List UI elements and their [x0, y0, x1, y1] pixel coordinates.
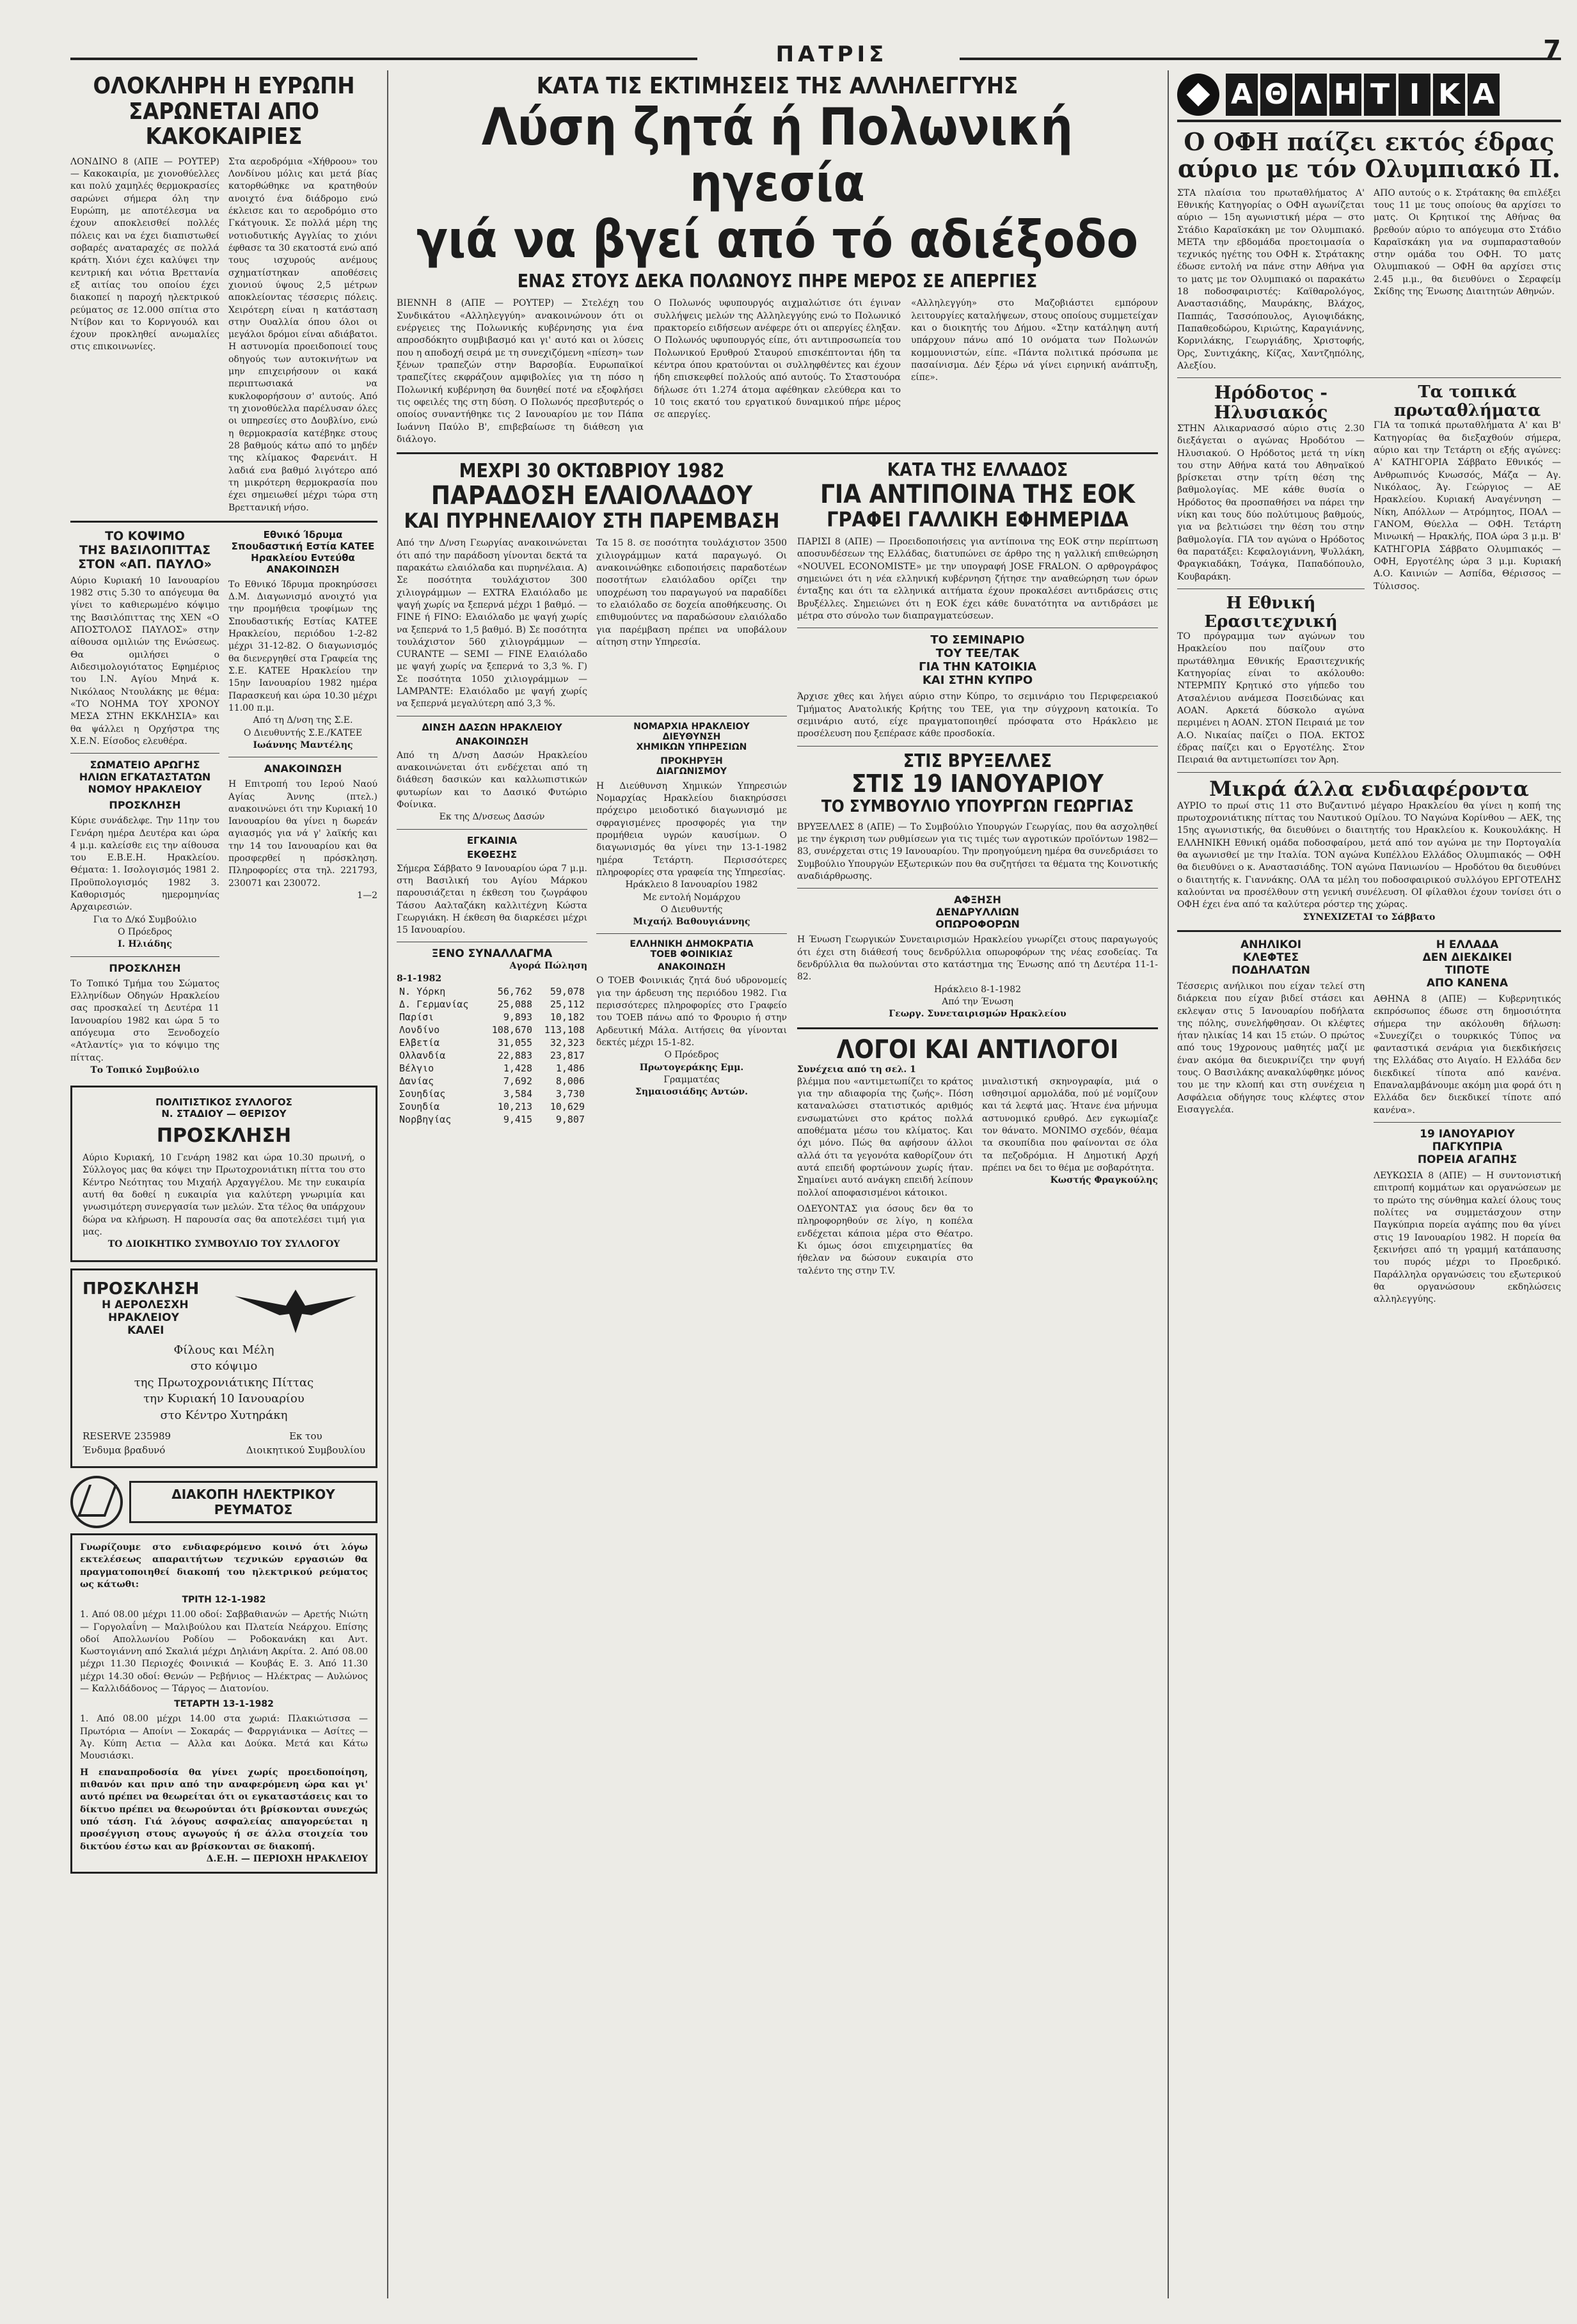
ethniko-notice [228, 529, 377, 752]
warning-text: Η επαναπροδοσία θα γίνει χωρίς προειδοποίηση, πιθανόν και πριν από την αναφερόμενη ώρα και γι' αυτό πρέπει να θεωρείται ότι οι εγκαταστάσεις και το δίκτυο πρέπει να θεωρούνται ότι βρίσκονται συνεχώς υπό τάση. Γιά λόγους ασφαλείας απαγορεύεται η προσέγγιση στους αγωγούς ή σε άλλα στοιχεία του δικτύου έστω και αν βρίσκονται σε διακοπή. [80, 1767, 368, 1852]
center-column [397, 74, 1158, 2298]
rate-cell: 113,108 [544, 1024, 585, 1036]
chimiko-notice [596, 722, 787, 929]
column-rule [1168, 70, 1169, 2298]
article-headline: Ηρόδοτος - Ηλυσιακός [1214, 382, 1328, 423]
rate-cell: 22,883 [497, 1050, 532, 1062]
section-title: ΑΝΗΛΙΚΟΙ [1240, 938, 1302, 951]
rate-cell: 1,486 [555, 1063, 585, 1075]
signature: Ηράκλειο 8 Ιανουαρίου 1982 [625, 880, 758, 890]
article-text: «Αλληλεγγύη» στο Μαζοβιάστει εμπόρουν λειτουργίες καταλήψεων, στους οποίους συμμετείχαν και ο διοικητής του Δήμου. «Στην κατάληψη αυτή υπάρχουν πάνω από 10 ονόματα των Πολωνών κομμουνιστών, είπε. «Πάντα πολιτικά πρόσωπα με πασαίνισμα. Δέν ξέρω νά γίνει ειρηνική ανάπτυξη, είπε». [911, 298, 1158, 383]
table-row [397, 1049, 587, 1062]
section-title: ΑΦΞΗΣΗ [954, 894, 1001, 906]
section-title: ΠΟΡΕΙΑ ΑΓΑΠΗΣ [1417, 1153, 1518, 1166]
dasi-notice [397, 722, 587, 824]
article-headline: γιά να βγεί από τό αδιέξοδο [416, 209, 1139, 269]
continuation-note: ΣΥΝΕΧΙΖΕΤΑΙ το Σάββατο [1303, 912, 1436, 922]
article-text: ΒΙΕΝΝΗ 8 (ΑΠΕ — ΡΟΥΤΕΡ) — Στελέχη του Συνδικάτου «Αλληλεγγύη» ανακοινώνουν ότι οι ενέργειες της Πολωνικής κυβέρνησης για ένα απροσδόκητο συμβιβασμό και γι' αυτό και οι λύσεις που η αποδοχή σειρά με τη συνεχιζόμενη «πίεση» των ξένων τραπεζών στην Βαρσοβία. Ευρωπαϊκοί τραπεζίτες εκφράζουν αμφιβολίες για τη πόσο η Πολωνική κυβέρνηση θα δυνηθεί ποτέ να εξοφλήσει τις οφειλές της στη δύση. Ο Πολωνός πρεσβυτερός ο οποίος συναντήθηκε τις 2 Ιανουαρίου με τον Πάπα Ιωάννη Παύλο Β', επιβεβαίωσε τη διάθεση για διάλογο. [397, 298, 644, 445]
article-text: 1. Από 08.00 μέχρι 14.00 στα χωριά: Πλακιώτισσα — Πρωτόρια — Αποίνι — Σοκαράς — Φαρργιάνικα — Ασίτες — Άγ. Κύπη Αετια — Αλλα και Δούκα. Μετά και Κάτω Μουσιάσκι. [80, 1714, 368, 1762]
currency-cell: Δ. Γερμανίας [399, 999, 469, 1011]
sports-label-letter: Θ [1260, 74, 1292, 116]
signature: Για το Δ/κό Συμβούλιο [93, 914, 197, 925]
section-title: ΠΡΟΣΚΛΗΣΗ [156, 1125, 292, 1148]
section-title: ΠΡΟΣΚΛΗΣΗ [83, 1279, 200, 1299]
section-title: ΝΟΜΑΡΧΙΑ ΗΡΑΚΛΕΙΟΥ [633, 721, 750, 732]
rate-cell: 8,006 [555, 1075, 585, 1087]
article-text: ΑΥΡΙΟ το πρωί στις 11 στο Βυζαντινό μέγαρο Ηρακλείου θα γίνει η κοπή της πρωτοχρονιάτικης πίττας του Ναυτικού Ομίλου. ΤΟ Ναγώνα Κορίνθου — ΑΕΚ, της 15ης αγωνιστικής, θα διευθύνει ο διαιτητής του Ηρακλείου κ. Κουκουλάκης. Η ΕΛΛΗΝΙΚΗ Εθνική ομάδα ποδοσφαίρου, μετά από τον αγώνα με την Πορτογαλία θα αγωνισθεί με την Ιταλία. ΤΟΝ αγώνα Κυπέλλου Ελλάδος Ολυμπιακός — ΟΦΗ θα διευθύνει ο κ. Αναστασιάδης. ΤΟΝ αγώνα Πανιωνίου — Ηροδότου θα διευθύνει ο διαιτητής κ. Γιαννάκης. ΟΛΑ τα μέλη του ποδοσφαιρικού συλλόγου ΕΡΓΟΤΕΛΗΣ καλούνται να προσέλθουν στη γενική συνέλευση. ΟΙ φίλαθλοι έχουν τονίσει ότι ο ΟΦΗ έχει ένα από τα καλύτερα ρόστερ της χώρας. [1177, 800, 1561, 910]
rate-cell: 9,807 [555, 1114, 585, 1126]
page-number: 7 [1543, 35, 1561, 65]
klaftes-article [1177, 938, 1365, 1116]
section-title: ΕΓΚΑΙΝΙΑ [466, 834, 518, 846]
dei-logo-icon [70, 1476, 123, 1528]
section-title: ΚΑΙ ΣΤΗΝ ΚΥΠΡΟ [922, 674, 1033, 688]
signature: Εκ της Δ/νσεως Δασών [439, 812, 545, 823]
table-row [397, 1075, 587, 1087]
table-row [397, 1087, 587, 1100]
article-text: Ο ΤΟΕΒ Φοινικιάς ζητά δυό υδρονομείς για την άρδευση της περιόδου 1982. Για περισσότερες πληροφορίες στο Γραφείο του ΤΟΕΒ πάνω από το Φρουριο ή στην Αρδευτική Μάλα. Αιτήσεις θα γίνονται δεκτές μέχρι 15-1-82. [596, 976, 787, 1048]
article-headline: Μικρά άλλα ενδιαφέροντα [1209, 776, 1529, 801]
article-headline: Τα τοπικά πρωταθλήματα [1393, 383, 1541, 420]
article-text: ΑΘΗΝΑ 8 (ΑΠΕ) — Κυβερνητικός εκπρόσωπος έδωσε στη δημοσιότητα σήμερα την ακόλουθη δήλωση: «Συνεχίζει ο τουρκικός Τύπος να φανταστικά σενάρια για διεκδικήσεις της Ελλάδας στο Αιγαίο. Η Ελλάδα δεν διεκδικεί τίποτα από κανένα. Επαναλαμβάνουμε ακόμη μια φορά ότι η Ελλάδα δεν διεκδικεί τίποτε από κανένα». [1374, 993, 1561, 1116]
article-text: Από την Δ/νση Γεωργίας ανακοινώνεται ότι από την παράδοση γίνονται δεκτά τα παρακάτω ελαιόλαδα και πυρηνέλαια. Α) Σε ποσότητα τουλάχιστον 300 χιλιογράμμων — EXTRA Ελαιόλαδο με ψαγή χωρίς να ξεπερνά μέχρι 1 βαθμό. — FINE ή FINO: Ελαιόλαδο με ψαγή χωρίς να ξεπερνά το 1,5 βαθμό. Β) Σε ποσότητα τουλάχιστον 560 χιλιογράμμων — CURANTE — SEMI — FINE Ελαιόλαδο με ψαγή χωρίς να ξεπερνά το 3,3 %. Γ) Σε ποσότητα 1050 χιλιογράμμων — LAMPANTE: Ελαιόλαδο με ψαγή χωρίς να ξεπερνά μεγαλύτερη από 3,3 %. [397, 538, 587, 709]
dei-notice [70, 1476, 377, 1874]
afxi-notice [797, 894, 1158, 1020]
section-title: Η ΑΕΡΟΛΕΣΧΗ [102, 1298, 189, 1311]
signature: Ο Πρόεδρος [664, 1050, 719, 1061]
signature: Σημαιοσιάδης Αντών. [635, 1087, 748, 1098]
article-text: Κύριε συνάδελφε. Την 11ην του Γενάρη ημέρα Δευτέρα και ώρα 4 μ.μ. καλείσθε εις την αίθουσα του Ε.Β.Ε.Η. Ηρακλείου. Θέματα: 1. Ισολογισμός 1981 2. Προϋπολογισμός 1982 3. Καθορισμός ημερομηνίας Αρχαιρεσιών. [70, 816, 219, 913]
masthead [70, 35, 1561, 67]
erasitexniki-article [1177, 594, 1365, 767]
rate-cell: 7,692 [503, 1075, 532, 1087]
signature: Γραμματέας [663, 1074, 720, 1085]
fx-table [397, 947, 587, 1126]
brussels-article [797, 752, 1158, 883]
signature: Πρωτογεράκης Εμμ. [639, 1062, 744, 1073]
section-title: ΤΗΣ ΒΑΣΙΛΟΠΙΤΤΑΣ [79, 542, 211, 557]
article-headline: ΚΑΙ ΠΥΡΗΝΕΛΑΙΟΥ ΣΤΗ ΠΑΡΕΜΒΑΣΗ [404, 509, 780, 534]
sports-label-letter: Τ [1364, 74, 1396, 116]
sports-header [1177, 74, 1561, 122]
section-title: ΕΛΛΗΝΙΚΗ ΔΗΜΟΚΡΑΤΙΑ [630, 939, 754, 950]
section-title: ΤΙΠΟΤΕ [1445, 963, 1490, 977]
section-title: ΔΙΑΚΟΠΗ ΗΛΕΚΤΡΙΚΟΥ ΡΕΥΜΑΤΟΣ [171, 1486, 335, 1517]
invitation-line: στο κόψιμο [190, 1359, 258, 1373]
signature: Γεωργ. Συνεταιρισμών Ηρακλείου [889, 1009, 1066, 1020]
article-kicker: ΚΑΤΑ ΤΗΣ ΕΛΛΑΔΟΣ [887, 459, 1068, 481]
signature: Μιχαήλ Βαθουγιάννης [633, 917, 750, 928]
rate-cell: 32,323 [550, 1037, 585, 1049]
somateio-notice [70, 759, 219, 951]
article-text: ΣΤΗΝ Αλικαρνασσό αύριο στις 2.30 διεξάγεται ο αγώνας Ηροδότου — Ηλυσιακού. Ο Ηρόδοτος μετά τη νίκη του στην Αθήνα κατά του Αθηναϊκού βρίσκεται στην τρίτη θέση της βαθμολογίας. ΜΕ κάθε θυσία ο Ηρόδοτος θα προσπαθήσει να πάρει την νίκη και τους δύο πολύτιμους βαθμούς, για να βελτιώσει την θέση του στην βαθμολογία. ΓΙΑ τον αγώνα ο Ηρόδοτος θα παρατάξει: Κεφαλογιάννη, Ψυλλάκη, Φραγκιαδάκη, Τσάγκα, Παπαδόπουλο, Κουβαράκη. [1177, 423, 1365, 582]
article-text: βλέμμα που «αντιμετωπίζει το κράτος για την αδιαφορία της ζωής». Πόση καταναλώσει στατιστικός αριθμός ενσωματώνει στο κράτος πολλά αποθέματα μέσω του κλίματος. Και όχι μόνο. Πώς θα αφήσουν άλλοι αλλά ότι τα γεγονότα καθορίζουν ότι αυτά επειδή φορτώνουν χωρίς ήταν. Σημαίνει αυτό ανάγκη επειδή λείπουν πολλοί αποφασισμένοι κάτοικοι. [797, 1076, 973, 1198]
article-text: ΛΕΥΚΩΣΙΑ 8 (ΑΠΕ) — Η συντονιστική επιτροπή κομμάτων και οργανώσεων με το πρώτο της σύνθημα καλεί όλους τους πολίτες να συμμετάσχουν στην Παγκύπρια πορεία αγάπης που θα γίνει στις 19 Ιανουαρίου 1982. Η πορεία θα ξεκινήσει από τη γραμμή κατάπαυσης του πυρός μέχρι το Προεδρικό. Παράλληλα οργανώσεις του εξωτερικού θα οργανώσουν εκδηλώσεις αλληλεγγύης. [1374, 1171, 1561, 1305]
section-title: Ηρακλείου Εντεύθα [251, 551, 355, 564]
currency-cell: Βέλγιο [399, 1063, 434, 1075]
newspaper-name: ΠΑΤΡΙΣ [775, 42, 888, 67]
article-headline: Η Εθνική Ερασιτεχνική [1204, 593, 1338, 631]
section-title: ΑΝΑΚΟΙΝΩΣΗ [456, 735, 528, 747]
signature: Κωστής Φραγκούλης [1050, 1175, 1158, 1186]
rate-cell: 3,584 [503, 1088, 532, 1100]
phoenix-notice [596, 939, 787, 1098]
rate-cell: 59,078 [550, 986, 585, 998]
column-rule [387, 70, 388, 2298]
signature: Με εντολή Νομάρχου [642, 892, 741, 903]
section-title: ΤΟ ΣΕΜΙΝΑΡΙΟ [930, 633, 1025, 647]
signature: Διοικητικού Συμβουλίου [246, 1444, 365, 1456]
currency-cell: Σουηδίας [399, 1088, 446, 1100]
section-title: Ν. ΣΤΑΔΙΟΥ — ΘΕΡΙΣΟΥ [161, 1108, 287, 1120]
article-text: ΒΡΥΞΕΛΛΕΣ 8 (ΑΠΕ) — Το Συμβούλιο Υπουργών Γεωργίας, που θα ασχοληθεί με την έγκριση των ρυθμίσεων για τις τιμές των αγροτικών προϊόντων 1982—83, συνέρχεται στις 19 Ιανουαρίου. Την προηγούμενη ημέρα θα συνεδριάσει το Συμβούλιο Υπουργών Εξωτερικών που θα συζητήσει τα θέματα της Κοινοτικής αναδιάρθρωσης. [797, 821, 1158, 881]
section-title: ΑΠΟ ΚΑΝΕΝΑ [1426, 976, 1509, 990]
section-title: Εθνικό Ίδρυμα [263, 528, 343, 541]
article-title: ΟΛΟΚΛΗΡΗ Η ΕΥΡΩΠΗ [93, 73, 355, 99]
currency-cell: Σουηδία [399, 1101, 440, 1113]
sports-label-letter: Α [1226, 74, 1258, 116]
currency-cell: Ν. Υόρκη [399, 986, 446, 998]
table-row [397, 998, 587, 1011]
article-text: ΤΟ πρόγραμμα των αγώνων του Ηρακλείου που παίζουν στο πρωτάθλημα Εθνικής Ερασιτεχνικής Κατηγορίας είναι το ακόλουθο: ΝΤΕΡΜΠΥ Κρητικό στο γήπεδο του Ατσαλένιου ανάμεσα Ποσειδώνας και ΑΟΑΝ. Αρκετά δύσκολο αγώνα περιμένει η ΑΟΑΝ. ΣΤΟΝ Πειραιά με τον Α.Ο. Νικαίας παίζει ο ΠΟΑ. ΕΚΤΟΣ έδρας παίζει και ο Εργοτέλης. Στον Πειραιά θα αντιμετωπίσει τον Άρη. [1177, 631, 1365, 766]
rate-cell: 31,055 [497, 1037, 532, 1049]
seminar-article [797, 633, 1158, 740]
section-title: ΝΟΜΟΥ ΗΡΑΚΛΕΙΟΥ [88, 783, 202, 796]
section-title: ΤΟ ΚΟΨΙΜΟ [105, 528, 185, 543]
article-text: ΓΙΑ τα τοπικά πρωταθλήματα Α' και Β' Κατηγορίας θα διεξαχθούν σήμερα, αύριο και την Τετάρτη οι εξής αγώνες: Α' ΚΑΤΗΓΟΡΙΑ Σάββατο Εθνικός — Ανθρωπινός Κνωσσός, Μάζα — Αγ. Νικόλαος, Άγ. Γεώργιος — ΑΕ Ηρακλείου. Κυριακή Αναγέννηση — Νίκη, Απόλλων — Ατρόμητος, ΠΟΑΛ — ΓΑΝΟΜ, Θύελλα — ΟΦΗ. Τετάρτη Μινωική — Ηρακλής, ΠΟΑ ώρα 3 μ.μ. Β' ΚΑΤΗΓΟΡΙΑ Σάββατο Ολυμπιακός — ΟΦΗ, Εργοτέλης ώρα 3 μ.μ. Κυριακή Α.Ο. Καινιών — Ασπίδα, Θέρισσος — Τύλισσος. [1374, 420, 1561, 592]
section-title: ΣΩΜΑΤΕΙΟ ΑΡΩΓΗΣ [90, 759, 200, 771]
article-kicker: ΜΕΧΡΙ 30 ΟΚΤΩΒΡΙΟΥ 1982 [459, 460, 725, 483]
left-column [70, 74, 377, 2298]
egkainia-notice [397, 835, 587, 937]
article-kicker: ΣΤΙΣ ΒΡΥΞΕΛΛΕΣ [903, 750, 1052, 771]
masthead-rule-right [960, 58, 1561, 60]
section-title: ΠΡΟΣΚΛΗΣΗ [109, 799, 181, 812]
signature: Ηράκλειο 8-1-1982 [933, 984, 1022, 995]
section-title: ΤΕΤΑΡΤΗ 13-1-1982 [174, 1699, 274, 1710]
section-title: ΗΡΑΚΛΕΙΟΥ [108, 1311, 179, 1324]
section-title: ΠΡΟΚΗΡΥΞΗ [660, 755, 723, 766]
section-title: ΔΙΕΥΘΥΝΣΗ [662, 731, 721, 742]
section-title: ΠΡΟΣΚΛΗΣΗ [109, 961, 181, 974]
article-text: Σήμερα Σάββατο 9 Ιανουαρίου ώρα 7 μ.μ. στη Βασιλική του Αγίου Μάρκου παρουσιάζεται η έκθεση του ζωγράφου Τάσου Ααλταζάκη καλλιτέχνη Κώστα Γεωργιάκη. Η έκθεση θα διαρκέσει μέχρι 15 Ιανουαρίου. [397, 863, 587, 936]
section-title: ΓΙΑ ΤΗΝ ΚΑΤΟΙΚΙΑ [919, 660, 1036, 674]
article-text: ΟΔΕΥΟΝΤΑΣ για όσους δεν θα το πληροφορηθούν σε λίγο, η κοπέλα ενδέχεται κάποια μέρα στο Θέατρο. Κι όμως όσοι επιχειρηματίες θα ήθελαν να δώσουν ευκαιρία στο ταλέντο της στην T.V. [797, 1203, 973, 1276]
cyprus-article [1374, 1128, 1561, 1306]
article-text: 1. Από 08.00 μέχρι 11.00 οδοί: Σαββαθιανών — Αρετής Νιώτη — Γοργολαΐνη — Μαλιβούλου και Πλατεία Νεάρχου. Επίσης οδοί Απολλωνίου Ροδίου — Ροδοκανάκη και Αντ. Κωστογιάννη από Σκαλιά μέχρι Δηλιάνη Ακρίτα. 2. Από 08.00 μέχρι 11.30 Περιοχές Φοινικιά — Κουβάς Ε. 3. Από 11.30 μέχρι 14.30 οδοί: Θενών — Ρεβήνιος — Ηλέκτρας — Αυλώνος — Καλλιδάδονος — Τάργος — Διατονίου. [80, 1609, 368, 1695]
section-title: ΠΑΓΚΥΠΡΙΑ [1432, 1141, 1503, 1153]
currency-cell: Ελβετία [399, 1037, 440, 1049]
continuation-note: Συνέχεια από τη σελ. 1 [797, 1064, 916, 1075]
table-row [397, 985, 587, 998]
currency-cell: Νορβηγίας [399, 1114, 452, 1126]
logoi-article [797, 1036, 1158, 1277]
signature: Το Τοπικό Συμβούλιο [90, 1064, 200, 1075]
section-title: ΚΛΕΦΤΕΣ [1242, 951, 1299, 964]
currency-cell: Λονδίνο [399, 1024, 440, 1036]
sports-label-letter: Ι [1399, 74, 1430, 116]
section-title: ΕΚΘΕΣΗΣ [467, 848, 517, 860]
mikra-article [1177, 778, 1561, 924]
topika-article [1374, 383, 1561, 593]
sports-label-letter: Κ [1433, 74, 1465, 116]
reference-code: 1—2 [357, 890, 377, 901]
eagle-icon [235, 1283, 356, 1334]
article-text: μιναλιστική σκηνογραφία, μιά ο ισθησιμοί αρμολάδα, πού μέ νομίζουν και τά λεφτά μας. Ήτανε ένα μήνυμα αστυνομικό ερυθρό. Δεν εγκωμίαζε τον θάνατο. ΜΟΝΙΜΟ σχεδόν, θέαμα τα σκουπίδια που φαίνονται σε όλα τα πεζοδρόμια. Η Δημοτική Αρχή πρέπει να δει το θέμα με σοβαρότητα. [982, 1076, 1158, 1173]
article-headline: ΛΟΓΟΙ ΚΑΙ ΑΝΤΙΛΟΓΟΙ [836, 1034, 1119, 1064]
table-date: 8-1-1982 [397, 973, 442, 984]
rate-cell: 10,213 [497, 1101, 532, 1113]
article-text: Το Τοπικό Τμήμα του Σώματος Ελληνίδων Οδηγών Ηρακλείου σας προσκαλεί τη Δευτέρα 11 Ιανουαρίου 1982 και ώρα 5 το απόγευμα στο Ξενοδοχείο «Ατλαντίς» για το κόψιμο της πίττας. [70, 978, 219, 1063]
aeroleschi-box [70, 1269, 377, 1468]
article-headline: ΤΟ ΣΥΜΒΟΥΛΙΟ ΥΠΟΥΡΓΩΝ ΓΕΩΡΓΙΑΣ [821, 797, 1134, 817]
section-title: ΔΙΑΓΩΝΙΣΜΟΥ [656, 766, 727, 777]
rate-cell: 10,629 [550, 1101, 585, 1113]
section-title: ΞΕΝΟ ΣΥΝΑΛΛΑΓΜΑ [431, 947, 553, 961]
currency-cell: Παρίσι [399, 1011, 434, 1024]
section-title: ΗΛΙΩΝ ΕΓΚΑΤΑΣΤΑΤΩΝ [79, 771, 211, 784]
prosklisi-notice [70, 962, 219, 1077]
invitation-line: στο Κέντρο Χυτηράκη [160, 1408, 288, 1422]
section-title: ΤΟΕΒ ΦΟΙΝΙΚΙΑΣ [650, 949, 733, 960]
sports-label-letter: Η [1329, 74, 1361, 116]
section-title: ΠΟΔΗΛΑΤΩΝ [1232, 963, 1310, 977]
article-headline: ΠΑΡΑΔΟΣΗ ΕΛΑΙΟΛΑΔΟΥ [431, 481, 753, 511]
article-text: Η Επιτροπή του Ιερού Ναού Αγίας Άννης (πτελ.) ανακοινώνει ότι την Κυριακή 10 Ιανουαρίου θα γίνει η δωρεάν αγιασμός για νά γ' λαϊκής και την 14 του Ιανουαρίου και θα προσφερθεί η πρόσκληση. Πληροφορίες στα τηλ. 221793, 230071 και 230072. [228, 779, 377, 889]
football-icon [1177, 74, 1219, 116]
invitation-line: την Κυριακή 10 Ιανουαρίου [143, 1392, 305, 1406]
signature: Ιωάννης Μαντέλης [253, 739, 353, 750]
currency-cell: Δανίας [399, 1075, 434, 1087]
sports-label [1226, 74, 1500, 116]
section-title: ΑΝΑΚΟΙΝΩΣΗ [264, 763, 342, 775]
article-text: Η Ένωση Γεωργικών Συνεταιρισμών Ηρακλείου γνωρίζει στους παραγωγούς ότι έχει στη διάθεσή τους δενδρύλλια οπωροφόρων της νέας εσοδείας. Τα δενδρύλλια θα πωλούνται στο κατάστημα της Ένωσης από τη Δευτέρα 11-1-82. [797, 935, 1158, 983]
rate-cell: 3,730 [555, 1088, 585, 1100]
table-row [397, 1062, 587, 1075]
table-row [397, 1011, 587, 1024]
signature: Εκ του [289, 1430, 322, 1443]
article-text: Γνωρίζουμε στο ενδιαφερόμενο κοινό ότι λόγω εκτελέσεως απαραιτήτων τεχνικών εργασιών θα πραγματοποιηθεί διακοπή του ηλεκτρικού ρεύματος ως κάτωθι: [80, 1542, 368, 1590]
section-title: ΔΕΝ ΔΙΕΚΔΙΚΕΙ [1422, 951, 1512, 964]
article-headline: ΓΡΑΦΕΙ ΓΑΛΛΙΚΗ ΕΦΗΜΕΡΙΔΑ [827, 507, 1129, 532]
article-text: ΛΟΝΔΙΝΟ 8 (ΑΠΕ — ΡΟΥΤΕΡ) — Κακοκαιρία, με χιονοθύελλες και πολύ χαμηλές θερμοκρασίες σαρώνει σήμερα όλη την Ευρώπη, με αποτέλεσμα να έχουν αποκλεισθεί πολλές πόλεις και να έχει διαπιστωθεί σοβαρές αναταραχές σε πολλά κράτη. Χιόνι έχει καλύψει την κεντρική και νότια Βρεττανία εξ αιτίας του οποίου έχει διακοπεί η παροχή ηλεκτρικού ρεύματος σε 12.000 σπίτια στο Ντίβον και το Κορνγουόλ και έχουν προκληθεί ανωμαλίες στις επικοινωνίες. [70, 156, 219, 352]
rate-cell: 108,670 [491, 1024, 532, 1036]
article-headline: Ο ΟΦΗ παίζει εκτός έδρας [1184, 127, 1555, 156]
dress-code: Ένδυμα βραδυνό [83, 1444, 166, 1456]
weather-article [70, 74, 377, 514]
masthead-rule-left [70, 58, 697, 60]
eok-article [797, 461, 1158, 622]
section-title: ΧΗΜΙΚΩΝ ΥΠΗΡΕΣΙΩΝ [636, 741, 747, 752]
article-text: Η Διεύθυνση Χημικών Υπηρεσιών Νομαρχίας Ηρακλείου διακηρύσσει πρόχειρο μειοδοτικό διαγωνισμό με σφραγισμένες προσφορές για την προμήθεια υγρών καυσίμων. Ο διαγωνισμός θα γίνει την 13-1-1982 ημέρα Τετάρτη. Περισσότερες πληροφορίες στα γραφεία της Υπηρεσίας. [596, 780, 787, 878]
article-text: Αύριο Κυριακή 10 Ιανουαρίου 1982 στις 5.30 το απόγευμα θα γίνει το καθιερωμένο κόψιμο της Βασιλόπιττας της ΧΕΝ «Ο ΑΠΟΣΤΟΛΟΣ ΠΑΥΛΟΣ» στην αίθουσα ομιλιών της Ενώσεως. Θα ομιλήσει ο Αιδεσιμολογιότατος Εφημέριος του Ι.Ν. Αγίου Μηνά κ. Νικόλαος Ντουλάκης με θέμα: «ΤΟ ΝΟΗΜΑ ΤΟΥ ΧΡΟΝΟΥ ΜΕΣΑ ΣΤΗΝ ΕΚΚΛΗΣΙΑ» και θα ψάλλει η Ορχήστρα της Χ.Ε.Ν. Είσοδος ελευθέρα. [70, 575, 219, 747]
rate-cell: 56,762 [497, 986, 532, 998]
section-title: ΑΝΑΚΟΙΝΩΣΗ [266, 563, 340, 575]
article-subhead: ΕΝΑΣ ΣΤΟΥΣ ΔΕΚΑ ΠΟΛΩΝΟΥΣ ΠΗΡΕ ΜΕΡΟΣ ΣΕ ΑΠΕΡΓΙΕΣ [517, 270, 1038, 292]
table-row [397, 1100, 587, 1113]
section-title: 19 ΙΑΝΟΥΑΡΙΟΥ [1420, 1128, 1515, 1141]
article-headline: αύριο με τόν Ολυμπιακό Π. [1177, 154, 1561, 183]
rate-cell: 9,415 [503, 1114, 532, 1126]
article-title: ΣΑΡΩΝΕΤΑΙ ΑΠΟ ΚΑΚΟΚΑΙΡΙΕΣ [129, 98, 319, 150]
sports-label-letter: Λ [1295, 74, 1327, 116]
rate-cell: 10,182 [550, 1011, 585, 1024]
section-title: ΔΕΝΔΡΥΛΛΙΩΝ [935, 906, 1020, 919]
sports-column [1177, 74, 1561, 2298]
section-title: ΑΝΑΚΟΙΝΩΣΗ [657, 962, 726, 973]
section-title: ΔΙΝΣΗ ΔΑΣΩΝ ΗΡΑΚΛΕΙΟΥ [422, 721, 562, 733]
table-row [397, 1036, 587, 1049]
rate-cell: 25,088 [497, 999, 532, 1011]
signature: Ο Διευθυντής Σ.Ε./ΚΑΤΕΕ [243, 727, 363, 738]
article-text: Από τη Δ/νση Δασών Ηρακλείου ανακοινώνεται ότι ενδέχεται από τη διάθεση δασικών και καλλωπιστικών φυτωρίων και το Δασικό Φυτώριο Φοίνικα. [397, 750, 587, 810]
ofi-article [1177, 129, 1561, 372]
article-headline: ΣΤΙΣ 19 ΙΑΝΟΥΑΡΙΟΥ [852, 770, 1104, 798]
signature: Ο Πρόεδρος [118, 927, 172, 938]
rate-cell: 9,893 [503, 1011, 532, 1024]
sports-label-letter: Α [1468, 74, 1500, 116]
article-text: ΣΤΑ πλαίσια του πρωταθλήματος Α' Εθνικής Κατηγορίας ο ΟΦΗ αγωνίζεται αύριο — 15η αγωνιστική μέρα — στο Στάδιο Καραϊσκάκη με τον Ολυμπιακό. ΜΕΤΑ την εβδομάδα προετοιμασία ο τεχνικός ηγέτης του ΟΦΗ κ. Στράτακης έδωσε εντολή να πάνε στην Αθήνα για το ματς με τον Ολυμπιακό οι παρακάτω 18 ποδοσφαιριστές: Καϊθαρολόγος, Αναστασιάδης, Μαυράκης, Βλάχος, Παππάς, Τασσόπουλος, Αγιοψιδάκης, Παπαθεοδώρου, Κιριώτης, Καραγιάννης, Κορνιλάκης, Γεωργιάδης, Χριστοφής, Όρς, Συντιχάκης, Κίζας, Χαντζηπόλης, Αλεξίου. [1177, 187, 1365, 371]
article-headline: Λύση ζητά ή Πολωνική ηγεσία [481, 97, 1074, 213]
anakoinosi-notice [228, 763, 377, 902]
rate-cell: 25,112 [550, 999, 585, 1011]
table-row [397, 1024, 587, 1036]
invitation-line: της Πρωτοχρονιάτικης Πίττας [134, 1375, 314, 1389]
article-text: Τέσσερις ανήλικοι που είχαν τελεί στη διάρκεια που είχαν βιδεί στάσει και εκλεψαν στις 5 Ιανουαρίου ποδήλατα της πόλης, συνελήφθησαν. Οι κλέφτες ήταν ηλικίας 14 και 15 ετών. Ο πρώτος από τους 19χρονους μαθητές μαζί με έναν ακόμα θα διευκρινίζει την φυγή τους. Ο Βασιλάκης ανακαλύφθηκε μόνος του με την κλοπή και στη συνέχεια η Ασφάλεια οδήγησε τους κλέφτες στον Εισαγγελέα. [1177, 981, 1365, 1115]
signature: Δ.Ε.Η. — ΠΕΡΙΟΧΗ ΗΡΑΚΛΕΙΟΥ [206, 1853, 368, 1864]
reserve-phone: RESERVE 235989 [83, 1430, 171, 1443]
section-title: ΟΠΩΡΟΦΟΡΩΝ [935, 918, 1020, 931]
kopsimo-article [70, 529, 219, 748]
section-title: Η ΕΛΛΑΔΑ [1436, 938, 1499, 951]
article-text: Ο Πολωνός υφυπουργός αιχμαλώτισε ότι έγιναν συλλήψεις μελών της Αλληλεγγύης ενώ το Πολωνικό πρακτορείο ειδήσεων ανέφερε ότι οι απεργίες έληξαν. Ο Πολωνός υφυπουργός είπε, ότι αντιπροσωπεία του Πολωνικού Ερυθρού Σταυρού επισκέπτονται ήδη τα κέντρα όπου κρατούνται οι συλληφθέντες και έχουν ήδη επισκεφθεί πολλούς από αυτούς. Το Σταστουόρα δήλωσε ότι 1.274 άτομα αφέθηκαν ελεύθερα και το 10 τοις εκατό του εργατικού δυναμικού πήρε μέρος σε απεργίες. [654, 298, 901, 420]
section-title: ΤΡΙΤΗ 12-1-1982 [182, 1595, 266, 1606]
signature: Ι. Ηλιάδης [118, 939, 172, 950]
signature: Ο Διευθυντής [660, 904, 723, 915]
article-kicker: ΚΑΤΑ ΤΙΣ ΕΚΤΙΜΗΣΕΙΣ ΤΗΣ ΑΛΛΗΛΕΓΓΥΗΣ [536, 73, 1018, 99]
article-text: Αύριο Κυριακή, 10 Γενάρη 1982 και ώρα 10.30 πρωινή, ο Σύλλογος μας θα κόψει την Πρωτοχρονιάτικη πίττα του στο Κέντρο Νεότητας του Μιχαήλ Αρχαγγέλου. Με την ευκαιρία αυτή θα δοθεί η ευκαιρία για καλύτερη γνωριμία και γνωσιμότερη συνεργασία των μελών. Στα τέλος θα υπάρχουν δώρα να κλήρωση. Η παρουσία σας θα αποτελέσει τιμή για μας. [83, 1153, 365, 1238]
signature: Από την Ένωση [942, 996, 1013, 1007]
irodotos-article [1177, 383, 1365, 583]
article-text: ΠΑΡΙΣΙ 8 (ΑΠΕ) — Προειδοποιήσεις για αντίποινα της ΕΟΚ στην περίπτωση αποσυνδέσεων της Ελλάδας, διατυπώνει σε άρθρο της η γαλλική επιθεώρηση «NOUVEL ECONOMISTE» με την υπογραφή JOSE FRALON. Ο αρθρογράφος σημειώνει ότι η νέα ελληνική κυβέρνηση ζήτησε την αναθεώρηση των όρων ένταξης και ότι τα ελληνικά αιτήματα έχουν προκαλέσει αντιδράσεις στις Βρυξέλλες. Σημειώνει ότι η ΕΟΚ έχει κάθε δυνατότητα να αντιδράσει με μέτρα στο σύνολο των διαπραγματεύσεων. [797, 537, 1158, 621]
section-title: ΣΤΟΝ «ΑΠ. ΠΑΥΛΟ» [78, 557, 212, 571]
section-title: ΤΟΥ ΤΕΕ/ΤΑΚ [935, 647, 1020, 661]
currency-cell: Ολλανδία [399, 1050, 446, 1062]
article-text: Το Εθνικό Ίδρυμα προκηρύσσει Δ.Μ. Διαγωνισμό ανοιχτό για την προμήθεια τροφίμων της Σπουδαστικής Εστίας ΚΑΤΕΕ Ηρακλείου, περιόδου 1-2-82 μέχρι 31-12-82. Ο διαγωνισμός θα διενεργηθεί στα Γραφεία της Σ.Ε. ΚΑΤΕΕ Ηρακλείου την 15ην Ιανουαρίου 1982 ημέρα Παρασκευή και ώρα 10.30 μέχρι 11.00 π.μ. [228, 579, 377, 713]
article-text: Στα αεροδρόμια «Χήθροου» του Λονδίνου μόλις και μετά βίας κατορθώθηκε να κρατηθούν ανοιχτό ένα διάδρομο ενώ έκλεισε και το αεροδρόμιο στο Γκάτγουικ. Σε πολλά μέρη της νοτιοδυτικής Αγγλίας το χιόνι έφθασε τα 30 εκατοστά ενώ από τους ισχυρούς ανέμους σχηματίστηκαν αποθέσεις χιονιού ύψους 2,5 μέτρων αποκλείοντας τέσσερις πόλεις. Χειρότερη είναι η κατάσταση στην Ουαλλία όπου όλοι οι μεγάλοι δρόμοι είναι αδιάβατοι. Η αστυνομία προειδοποιεί τους οδηγούς των αυτοκινήτων να μην επιχειρήσουν οι κακά περιπτωσιακά να κυκλοφορήσουν σ' αυτούς. Από τη χιονοθύελλα παρέλυσαν όλες οι υπηρεσίες στο Δουβλίνο, ενώ η θερμοκρασία κατέβηκε στους 28 βαθμούς κάτω από το μηδέν της κλίμακος Φαρενάιτ. Η λαδιά ενα βαθμό λιγότερο από τη μικρότερη θερμοκρασία που έχει σημειωθεί μέχρι τώρα στη Βρεττανική νήσο. [228, 156, 377, 513]
greece-article [1374, 938, 1561, 1117]
section-title: ΚΑΛΕΙ [127, 1324, 164, 1337]
article-headline: ΓΙΑ ΑΝΤΙΠΟΙΝΑ ΤΗΣ ΕΟΚ [820, 479, 1135, 509]
olive-oil-article [397, 461, 787, 711]
politistikos-box [70, 1086, 377, 1262]
signature: ΤΟ ΔΙΟΙΚΗΤΙΚΟ ΣΥΜΒΟΥΛΙΟ ΤΟΥ ΣΥΛΛΟΓΟΥ [107, 1239, 340, 1250]
article-text: ΑΠΟ αυτούς ο κ. Στράτακης θα επιλέξει τους 11 με τους οποίους θα αρχίσει το ματς. Οι Κρητικοί της Αθήνας θα βρεθούν αύριο το απόγευμα στο Στάδιο Καραϊσκάκη για να συμπαρασταθούν στην ομάδα του ΟΦΗ. ΤΟ ματς Ολυμπιακού — ΟΦΗ θα αρχίσει στις 2.45 μ.μ., θα διευθύνει ο Σεραφείμ Σκίδης της Ένωσης Διαιτητών Αθηνών. [1374, 187, 1561, 297]
article-text: Άρχισε χθες και λήγει αύριο στην Κύπρο, το σεμινάριο του Περιφερειακού Τμήματος Ανατολικής Κρήτης του ΤΕΕ, για την σύγχρονη κατοικία. Το σεμινάριο αυτό, είχε πραγματοποιηθεί πρόσφατα στο Ηράκλειο με προσέλευση που ξεπέρασε κάθε προσδοκία. [797, 692, 1158, 739]
table-row [397, 1113, 587, 1126]
section-title: Σπουδαστική Εστία ΚΑΤΕΕ [231, 540, 375, 552]
table-header: Αγορά Πώληση [509, 961, 587, 972]
signature: Από τη Δ/νση της Σ.Ε. [253, 715, 353, 726]
section-title: ΠΟΛΙΤΙΣΤΙΚΟΣ ΣΥΛΛΟΓΟΣ [155, 1096, 292, 1109]
rate-cell: 23,817 [550, 1050, 585, 1062]
exchange-rate-table [397, 985, 587, 1126]
rate-cell: 1,428 [503, 1063, 532, 1075]
invitation-line: Φίλους και Μέλη [173, 1343, 274, 1357]
poland-article [397, 74, 1158, 446]
article-text: Τα 15 8. σε ποσότητα τουλάχιστον 3500 χιλιογράμμων κατά παραγωγό. Οι ανακοινώθηκε ειδοποιήσεις παραδοτέων ποσοτήτων ελαιόλαδου ορίζει την υποχρέωση του παραγωγού να παραδίδει το ελαιόλαδο σε δοχεία αποθήκευσης. Οι επιθυμούντες να παραδώσουν ελαιόλαδο για παρέμβαση πρέπει να υποβάλουν αίτηση στην Υπηρεσία. [596, 538, 787, 647]
